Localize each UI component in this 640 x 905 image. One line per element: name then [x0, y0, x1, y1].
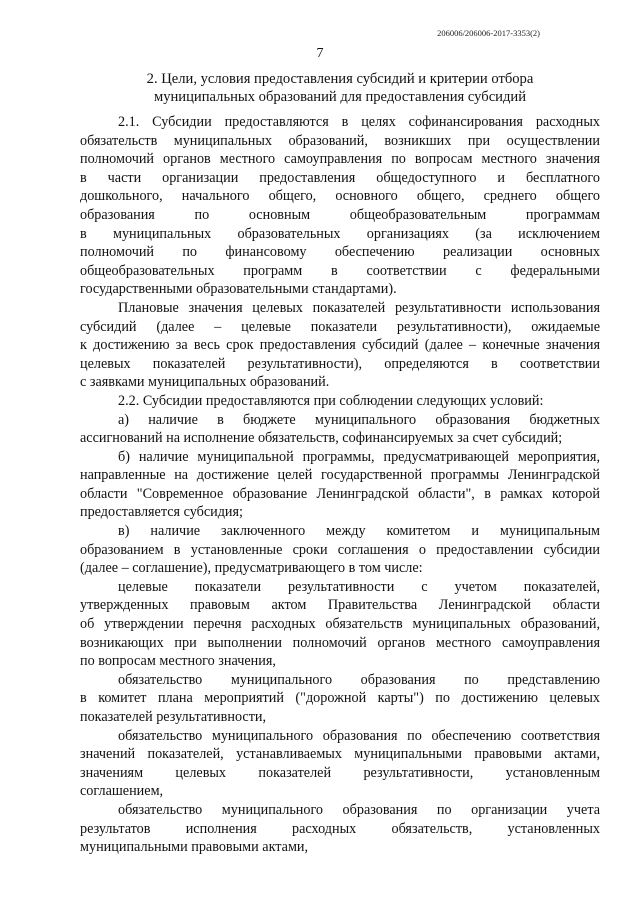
text-line: ассигнований на исполнение обязательств, софинансируемых за счет субсидий; [80, 430, 563, 447]
text-line: в муниципальных образовательных организациях (за исключением [80, 225, 600, 242]
text-line: с заявками муниципальных образований. [80, 374, 330, 391]
heading-line: 2. Цели, условия предоставления субсидий и критерии отбора [146, 71, 534, 87]
heading-line: муниципальных образований для предоставления субсидий [153, 89, 527, 105]
text-line: показателей результативности, [80, 709, 267, 725]
paragraph [80, 801, 600, 857]
text-line: в части организации предоставления общедоступного и бесплатного [80, 169, 600, 186]
text-line: обязательств муниципальных образований, возникших при осуществлении [80, 132, 600, 149]
text-line: государственными образовательными стандартами). [80, 281, 397, 298]
paragraph [80, 522, 600, 578]
paragraph [80, 448, 600, 522]
text-line: обязательство муниципального образования по организации учета [118, 801, 600, 818]
text-line: целевые показатели результативности с учетом показателей, [118, 578, 600, 595]
text-line: направленные на достижение целей государственной программы Ленинградской [80, 467, 600, 484]
text-line: дошкольного, начального общего, основного общего, среднего общего [80, 188, 600, 205]
text-line: Плановые значения целевых показателей результативности использования [118, 299, 600, 316]
text-line: субсидий (далее – целевые показатели результативности), ожидаемые [80, 318, 600, 335]
text-line: результатов исполнения расходных обязательств, установленных [80, 820, 600, 837]
text-line: утвержденных правовым актом Правительства Ленинградской области [80, 597, 600, 614]
paragraph [80, 727, 600, 801]
text-line: предоставляется субсидия; [80, 504, 243, 521]
text-line: возникающих при выполнении полномочий органов местного самоуправления [80, 634, 600, 651]
text-line: общеобразовательных программ в соответствии с федеральными [80, 262, 600, 279]
text-line: в комитет плана мероприятий ("дорожной карты") по достижению целевых [80, 690, 600, 707]
text-line: образованием в установленные сроки соглашения о предоставлении субсидии [80, 541, 600, 558]
document-id: 206006/206006-2017-3353(2) [437, 28, 540, 38]
document-body [80, 113, 600, 857]
paragraph [80, 299, 600, 392]
paragraph [80, 671, 600, 727]
text-line: к достижению за весь срок предоставления субсидий (далее – конечные значения [80, 337, 600, 354]
text-line: в) наличие заключенного между комитетом и муниципальным [118, 523, 600, 540]
paragraph [80, 392, 600, 411]
text-line: б) наличие муниципальной программы, предусматривающей мероприятия, [118, 448, 600, 465]
text-line: значениям целевых показателей результативности, установленным [80, 764, 600, 781]
text-line: полномочий по финансовому обеспечению реализации основных [80, 244, 600, 261]
section-heading [80, 70, 600, 106]
paragraph [80, 113, 600, 299]
text-line: соглашением, [80, 783, 164, 800]
text-line: области "Современное образование Ленинградской области", в рамках которой [80, 485, 600, 502]
text-line: обязательство муниципального образования по представлению [118, 671, 600, 688]
text-line: полномочий органов местного самоуправления по вопросам местного значения [80, 151, 600, 168]
text-line: по вопросам местного значения, [80, 653, 276, 670]
paragraph [80, 578, 600, 671]
page-number: 7 [316, 46, 324, 61]
text-line: обязательство муниципального образования по обеспечению соответствия [118, 727, 600, 744]
text-line: 2.2. Субсидии предоставляются при соблюдении следующих условий: [118, 392, 544, 409]
text-line: муниципальными правовыми актами, [80, 839, 309, 856]
text-line: целевых показателей результативности), определяются в соответствии [80, 355, 600, 372]
text-line: (далее – соглашение), предусматривающего в том числе: [80, 560, 423, 577]
text-line: образования по основным общеобразовательным программам [80, 206, 600, 223]
text-line: а) наличие в бюджете муниципального образования бюджетных [118, 411, 600, 428]
text-line: об утверждении перечня расходных обязательств муниципальных образований, [80, 616, 600, 633]
text-line: 2.1. Субсидии предоставляются в целях софинансирования расходных [118, 114, 600, 130]
text-line: значений показателей, устанавливаемых муниципальными правовыми актами, [80, 746, 600, 763]
paragraph [80, 411, 600, 448]
